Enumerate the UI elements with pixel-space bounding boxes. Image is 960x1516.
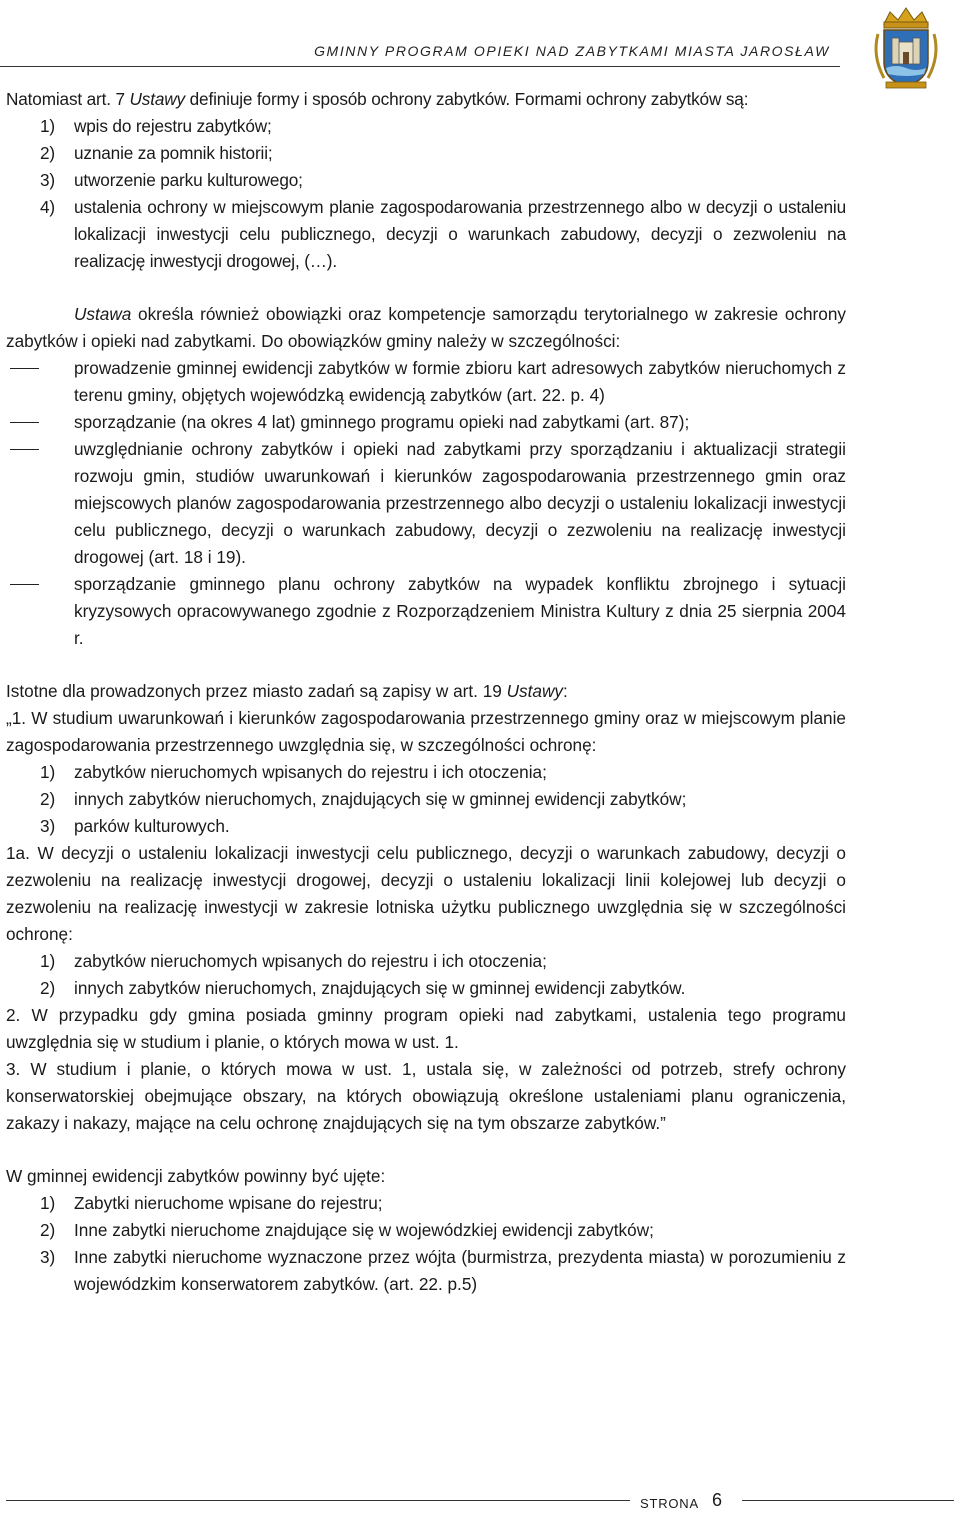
intro-paragraph: Natomiast art. 7 Ustawy definiuje formy i sposób ochrony zabytków. Formami ochrony zabytków są: bbox=[6, 89, 749, 109]
list-item: sporządzanie gminnego planu ochrony zabytków na wypadek konfliktu zbrojnego i sytuacji kryzysowych opracowywanego zgodnie z Rozporządzeniem Ministra Kultury z dnia 25 sierpnia 2004 r. bbox=[6, 571, 846, 652]
footer-rule bbox=[6, 1500, 630, 1501]
coat-of-arms-icon bbox=[870, 6, 942, 90]
list-item: 3) utworzenie parku kulturowego; bbox=[40, 170, 303, 190]
registry-intro: W gminnej ewidencji zabytków powinny być ujęte: bbox=[6, 1166, 386, 1186]
art19-p1-list bbox=[6, 759, 846, 840]
art19-p3: 3. W studium i planie, o których mowa w ust. 1, ustala się, w zależności od potrzeb, strefy ochrony konserwatorskiej obejmujące obszary, na których obowiązują określone ustaleniami planu ograniczenia, zakazy i nakazy, mające na celu ochronę znajdujących się na tym obszarze zabytków.” bbox=[6, 1059, 846, 1133]
list-item: 1) zabytków nieruchomych wpisanych do rejestru i ich otoczenia; bbox=[40, 951, 547, 971]
list-item: 2) uznanie za pomnik historii; bbox=[40, 143, 273, 163]
duties-paragraph: Ustawa określa również obowiązki oraz kompetencje samorządu terytorialnego w zakresie ochrony zabytków i opieki nad zabytkami. Do obowiązków gminy należy w szczególności: bbox=[6, 304, 846, 351]
main-content bbox=[6, 86, 846, 1298]
header-title: GMINNY PROGRAM OPIEKI NAD ZABYTKAMI MIASTA JAROSŁAW bbox=[314, 43, 830, 59]
list-item: sporządzanie (na okres 4 lat) gminnego programu opieki nad zabytkami (art. 87); bbox=[6, 409, 846, 436]
header-rule bbox=[0, 66, 840, 67]
list-item: 3) parków kulturowych. bbox=[40, 816, 230, 836]
footer-rule bbox=[742, 1500, 954, 1501]
list-item: 2) innych zabytków nieruchomych, znajdujących się w gminnej ewidencji zabytków; bbox=[40, 789, 687, 809]
list-item: 2) Inne zabytki nieruchome znajdujące się w wojewódzkiej ewidencji zabytków; bbox=[40, 1220, 654, 1240]
list-item: 2) innych zabytków nieruchomych, znajdujących się w gminnej ewidencji zabytków. bbox=[40, 978, 686, 998]
list-item: 3) Inne zabytki nieruchome wyznaczone przez wójta (burmistrza, prezydenta miasta) w porozumieniu z wojewódzkim konserwatorem zabytków. (art. 22. p.5) bbox=[40, 1247, 846, 1294]
art19-p1: „1. W studium uwarunkowań i kierunków zagospodarowania przestrzennego gminy oraz w miejscowym planie zagospodarowania przestrzennego uwzględnia się, w szczególności ochronę: bbox=[6, 708, 846, 755]
art19-intro: Istotne dla prowadzonych przez miasto zadań są zapisy w art. 19 Ustawy: bbox=[6, 681, 568, 701]
protection-forms-list bbox=[6, 113, 846, 275]
list-item: uwzględnianie ochrony zabytków i opieki nad zabytkami przy sporządzaniu i aktualizacji strategii rozwoju gmin, studiów uwarunkowań i kierunków zagospodarowania przestrzennego gmin oraz miejscowych planów zagospodarowania przestrzennego albo decyzji o ustaleniu lokalizacji inwestycji celu publicznego, decyzji o warunkach zabudowy, decyzji o zezwoleniu na realizację inwestycji drogowej (art. 18 i 19). bbox=[6, 436, 846, 571]
list-item: 1) Zabytki nieruchome wpisane do rejestru; bbox=[40, 1193, 383, 1213]
art19-p2: 2. W przypadku gdy gmina posiada gminny program opieki nad zabytkami, ustalenia tego programu uwzględnia się w studium i planie, o których mowa w ust. 1. bbox=[6, 1005, 846, 1052]
registry-list bbox=[6, 1190, 846, 1298]
list-item: prowadzenie gminnej ewidencji zabytków w formie zbioru kart adresowych zabytków nieruchomych z terenu gminy, objętych wojewódzką ewidencją zabytków (art. 22. p. 4) bbox=[6, 355, 846, 409]
list-item: 4) ustalenia ochrony w miejscowym planie zagospodarowania przestrzennego albo w decyzji o ustaleniu lokalizacji inwestycji celu publicznego, decyzji o warunkach zabudowy, decyzji o zezwoleniu na realizację inwestycji drogowej, (…). bbox=[40, 197, 846, 271]
list-item: 1) zabytków nieruchomych wpisanych do rejestru i ich otoczenia; bbox=[40, 762, 547, 782]
art19-p1a-list bbox=[6, 948, 846, 1002]
page-number: 6 bbox=[712, 1490, 723, 1510]
art19-p1a: 1a. W decyzji o ustaleniu lokalizacji inwestycji celu publicznego, decyzji o warunkach zabudowy, decyzji o zezwoleniu na realizację inwestycji drogowej, decyzji o ustaleniu lokalizacji linii kolejowej lub decyzji o zezwoleniu na realizację inwestycji w zakresie lotniska użytku publicznego uwzględnia się w szczególności ochronę: bbox=[6, 843, 846, 944]
duties-list bbox=[6, 355, 846, 652]
footer-page-label: STRONA bbox=[640, 1496, 699, 1511]
list-item: 1) wpis do rejestru zabytków; bbox=[40, 116, 272, 136]
